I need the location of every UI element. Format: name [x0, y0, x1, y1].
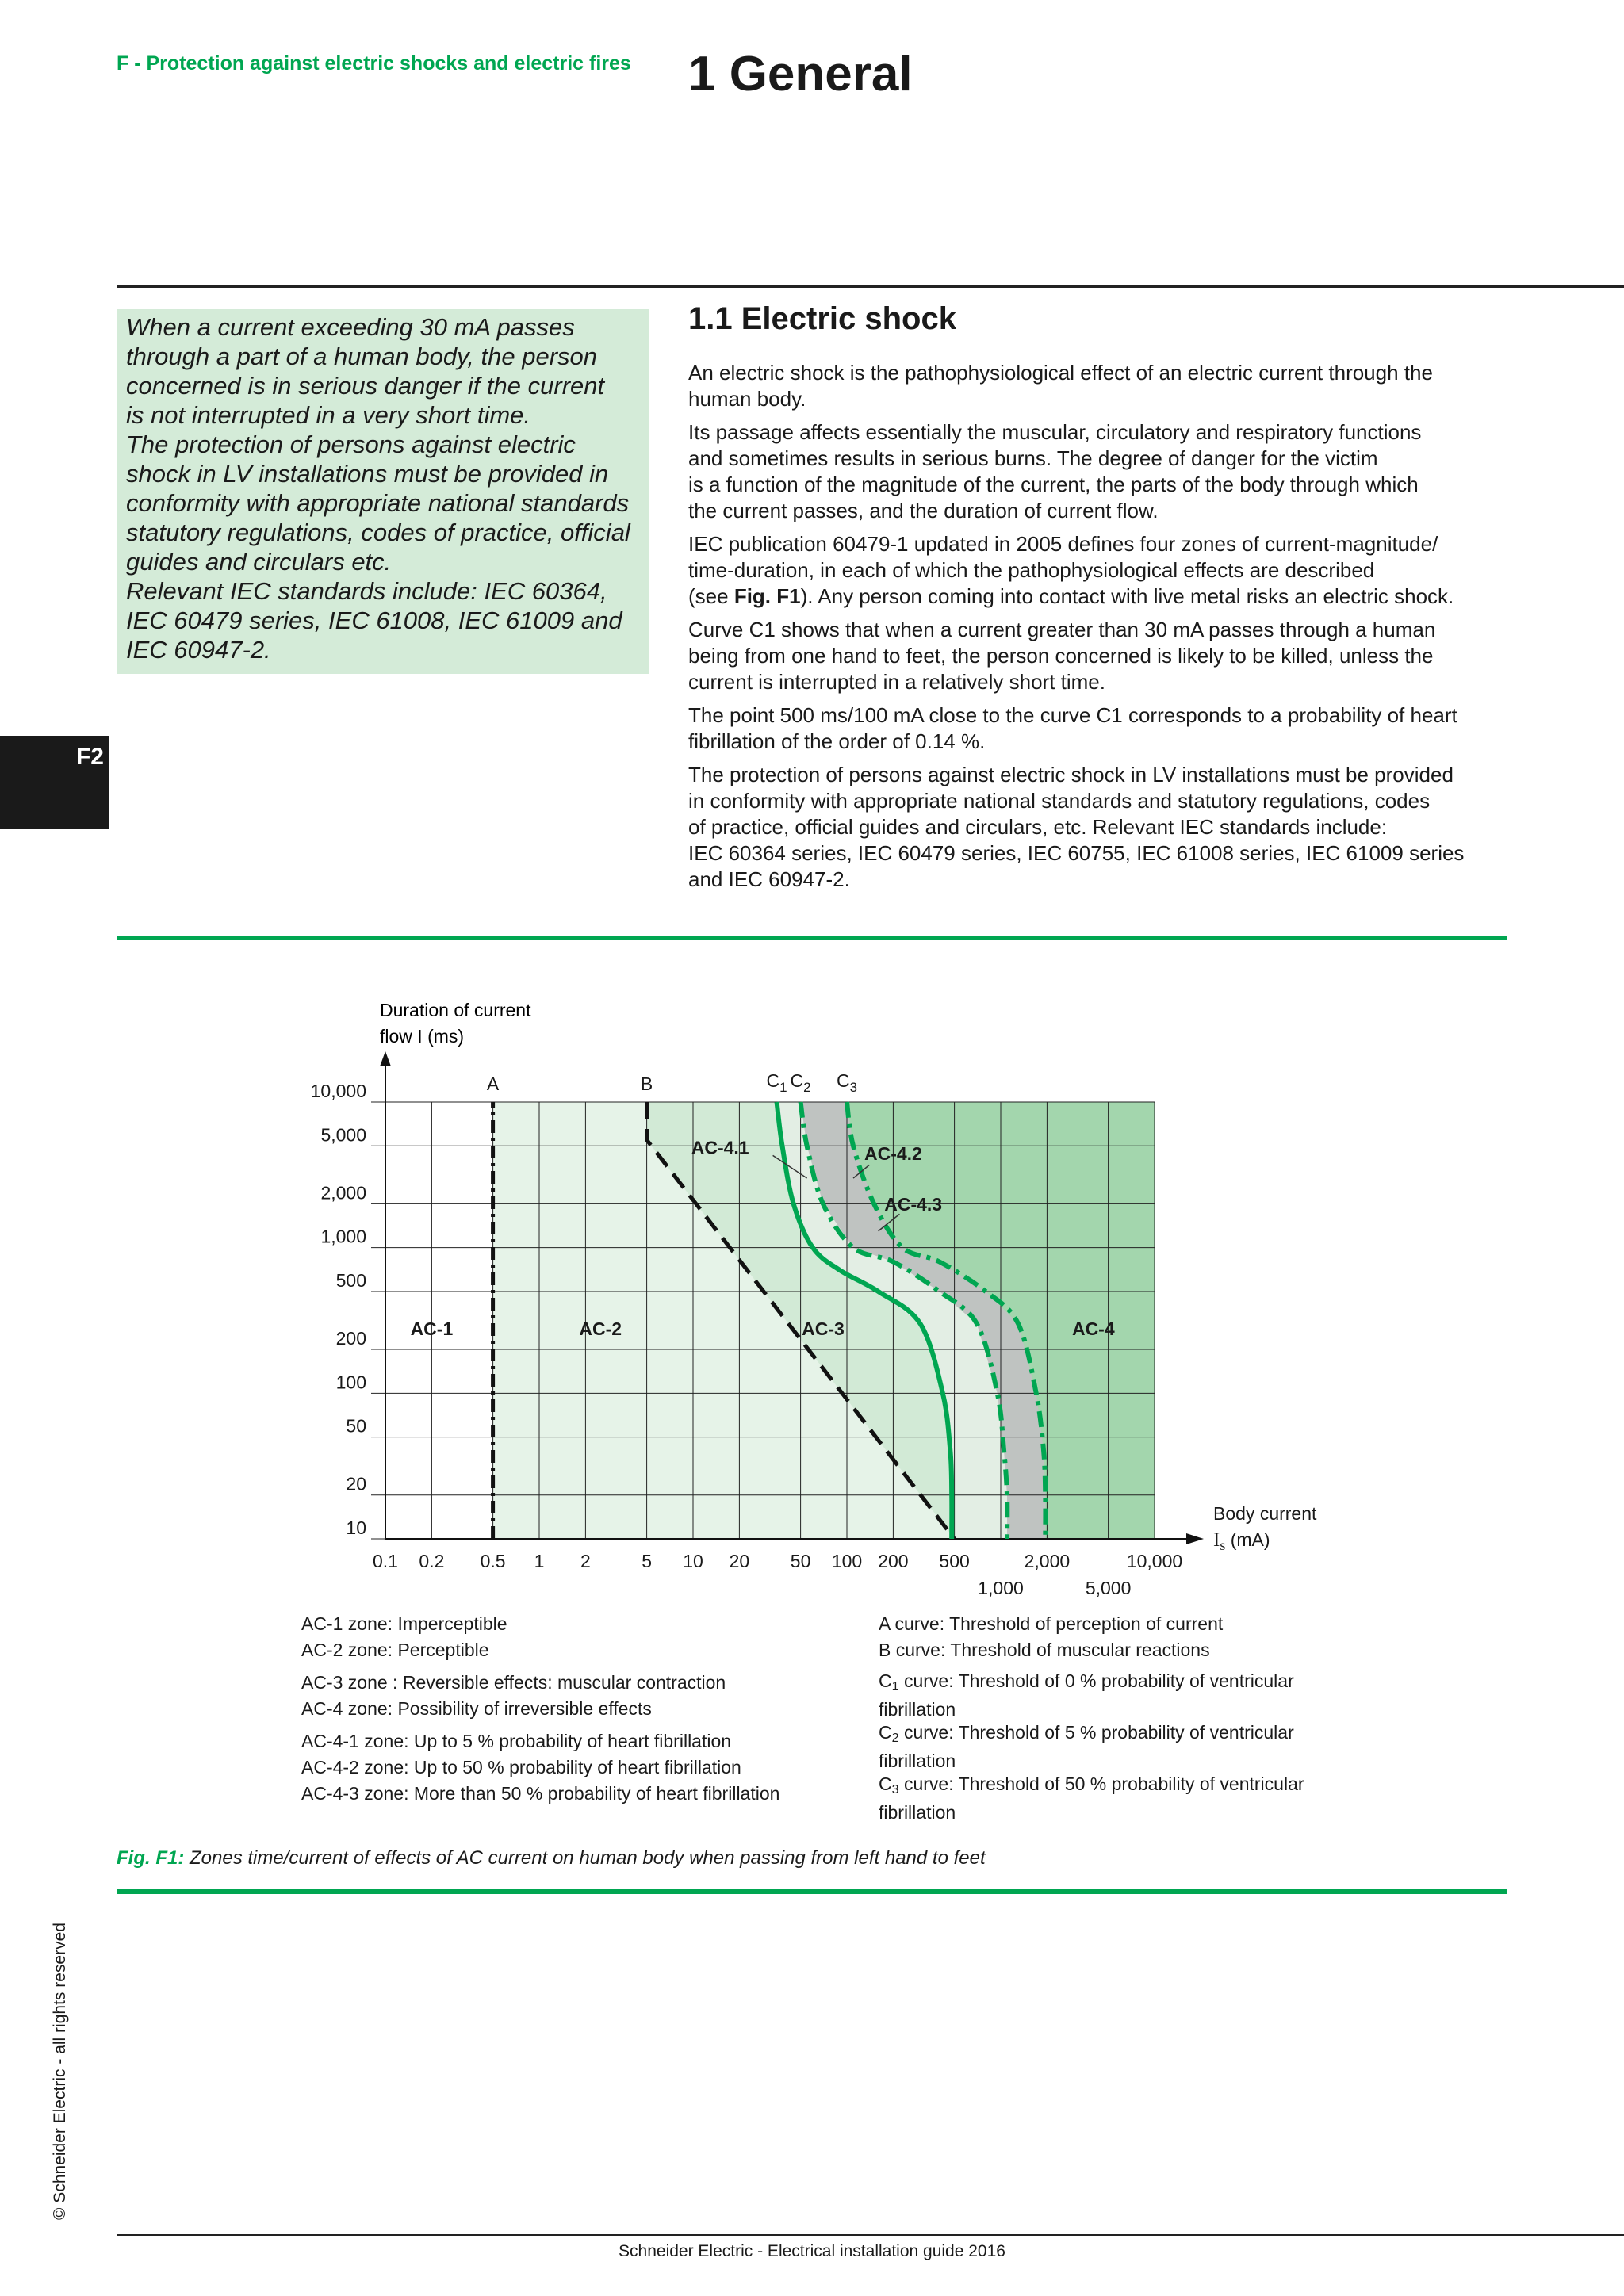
- legend-text: C: [879, 1774, 892, 1794]
- legend-item: B curve: Threshold of muscular reactions: [879, 1640, 1210, 1660]
- text-line: being from one hand to feet, the person concerned is likely to be killed, unless the: [688, 644, 1434, 668]
- paragraph-5: [688, 702, 1513, 755]
- legend-item: AC-1 zone: Imperceptible: [301, 1613, 508, 1634]
- summary-line: When a current exceeding 30 mA passes: [126, 313, 575, 341]
- caption-label: Fig. F1:: [117, 1847, 185, 1869]
- page-tab-label: F2: [75, 744, 104, 770]
- legend-subscript: 3: [891, 1782, 899, 1797]
- section-title: 1.1 Electric shock: [688, 301, 956, 336]
- summary-line: conformity with appropriate national standards: [126, 489, 630, 517]
- text-line: IEC publication 60479-1 updated in 2005 defines four zones of current-magnitude/: [688, 532, 1438, 556]
- legend-text: curve: Threshold of 0 % probability of ventricular: [898, 1670, 1294, 1691]
- x-tick-label: 50: [790, 1551, 811, 1571]
- text-line: human body.: [688, 387, 806, 411]
- legend-subscript: 1: [891, 1679, 899, 1693]
- text-line: current is interrupted in a relatively short time.: [688, 670, 1105, 694]
- paragraph-2: [688, 419, 1513, 524]
- x-axis-label-unit: (mA): [1225, 1529, 1270, 1550]
- text-line: Curve C1 shows that when a current greater than 30 mA passes through a human: [688, 618, 1436, 641]
- y-axis-label-1: Duration of current: [380, 1000, 531, 1020]
- zone-label: AC-4.1: [691, 1137, 749, 1158]
- summary-line: through a part of a human body, the person: [126, 342, 597, 370]
- footer-divider: [117, 2234, 1624, 2236]
- page-footer: Schneider Electric - Electrical installation guide 2016: [619, 2242, 1005, 2260]
- text-fragment: (see: [688, 584, 734, 608]
- legend-item: AC-2 zone: Perceptible: [301, 1640, 489, 1660]
- y-tick-label: 50: [346, 1415, 366, 1437]
- zone-label: AC-3: [802, 1318, 845, 1340]
- legend-text: curve: Threshold of 50 % probability of ventricular: [898, 1774, 1304, 1794]
- paragraph-3: [688, 531, 1513, 610]
- x-axis-label-2: $I_s$ (mA): [1213, 1529, 1270, 1553]
- section-header: F - Protection against electric shocks and electric fires: [117, 52, 631, 75]
- curve-label-c3: $C_3$: [836, 1070, 858, 1095]
- legend-item: AC-4 zone: Possibility of irreversible effects: [301, 1698, 652, 1719]
- y-tick-label: 1,000: [320, 1226, 366, 1247]
- x-tick-label: 1,000: [978, 1578, 1024, 1598]
- curve-label-c2-sub: 2: [803, 1080, 811, 1095]
- legend-left: [301, 1611, 779, 1807]
- summary-line: IEC 60479 series, IEC 61008, IEC 61009 and: [126, 607, 622, 634]
- legend-item-c2: [879, 1721, 1304, 1750]
- legend-item-c3: [879, 1773, 1304, 1801]
- zone-label: AC-4: [1071, 1318, 1115, 1340]
- x-tick-label: 10,000: [1126, 1551, 1183, 1571]
- curve-label-a: A: [486, 1073, 500, 1094]
- x-tick-label: 0.2: [419, 1551, 445, 1571]
- legend-item-c1-cont: fibrillation: [879, 1699, 956, 1720]
- text-line: fibrillation of the order of 0.14 %.: [688, 729, 986, 753]
- x-axis-label-sub: s: [1220, 1537, 1226, 1553]
- zone-label: AC-4.2: [864, 1143, 922, 1165]
- text-line: of practice, official guides and circulars, etc. Relevant IEC standards include:: [688, 815, 1388, 839]
- text-line: The point 500 ms/100 mA close to the curve C1 corresponds to a probability of heart: [688, 703, 1457, 727]
- paragraph-1: [688, 360, 1513, 412]
- summary-line: statutory regulations, codes of practice, official: [126, 519, 630, 546]
- top-divider: [117, 285, 1624, 288]
- x-tick-label: 0.1: [373, 1551, 398, 1571]
- caption-text: Zones time/current of effects of AC current on human body when passing from left hand to feet: [184, 1847, 986, 1869]
- legend-item: AC-4-2 zone: Up to 50 % probability of heart fibrillation: [301, 1757, 741, 1777]
- x-tick-label: 500: [939, 1551, 970, 1571]
- zone-label: AC-4.3: [884, 1193, 943, 1215]
- x-tick-label: 0.5: [480, 1551, 506, 1571]
- legend-item: AC-4-1 zone: Up to 5 % probability of heart fibrillation: [301, 1731, 732, 1751]
- x-tick-label: 2,000: [1024, 1551, 1071, 1571]
- summary-line: The protection of persons against electric: [126, 430, 576, 458]
- summary-line: Relevant IEC standards include: IEC 60364,: [126, 577, 607, 605]
- summary-box: [117, 309, 649, 674]
- figure-reference: Fig. F1: [733, 584, 801, 608]
- summary-text: [126, 309, 638, 664]
- zone-label: AC-1: [410, 1318, 454, 1340]
- legend-text: C: [879, 1722, 892, 1743]
- x-tick-label: 5: [642, 1551, 652, 1571]
- legend-text: C: [879, 1670, 892, 1691]
- text-line: the current passes, and the duration of current flow.: [688, 499, 1159, 522]
- y-axis-label-2: flow I (ms): [380, 1026, 465, 1047]
- legend-item-c2-cont: fibrillation: [879, 1751, 956, 1771]
- x-tick-label: 1: [534, 1551, 545, 1571]
- x-axis-arrow: [1186, 1533, 1204, 1544]
- summary-line: concerned is in serious danger if the current: [126, 372, 605, 400]
- curve-label-c1-sub: 1: [779, 1080, 787, 1095]
- x-tick-label: 2: [580, 1551, 591, 1571]
- text-line: The protection of persons against electric shock in LV installations must be provided: [688, 763, 1454, 786]
- summary-line: IEC 60947-2.: [126, 636, 271, 664]
- y-tick-label: 500: [335, 1269, 366, 1291]
- figure-bottom-rule: [117, 1889, 1507, 1894]
- figure-top-rule: [117, 936, 1507, 940]
- y-tick-label: 20: [346, 1473, 366, 1494]
- y-tick-label: 200: [335, 1328, 366, 1349]
- legend-item-c3-cont: fibrillation: [879, 1802, 956, 1823]
- text-line: Its passage affects essentially the muscular, circulatory and respiratory functions: [688, 420, 1422, 444]
- page-tab: [0, 736, 109, 829]
- legend-text: curve: Threshold of 5 % probability of ventricular: [898, 1722, 1294, 1743]
- text-fragment: ). Any person coming into contact with live metal risks an electric shock.: [800, 584, 1454, 608]
- x-axis-label-1: Body current: [1213, 1503, 1317, 1524]
- body-text: [688, 360, 1513, 900]
- x-tick-label: 200: [878, 1551, 909, 1571]
- text-line: time-duration, in each of which the pathophysiological effects are described: [688, 558, 1375, 582]
- figure-caption: [117, 1847, 986, 1869]
- legend-subscript: 2: [891, 1731, 899, 1745]
- paragraph-4: [688, 617, 1513, 695]
- text-line: IEC 60364 series, IEC 60479 series, IEC 60755, IEC 61008 series, IEC 61009 series: [688, 841, 1465, 865]
- text-line: in conformity with appropriate national standards and statutory regulations, codes: [688, 789, 1431, 813]
- y-axis-arrow: [380, 1051, 391, 1066]
- legend-item-c1: [879, 1670, 1304, 1698]
- curve-label-c3-sub: 3: [849, 1080, 858, 1095]
- y-tick-label: 10: [346, 1517, 366, 1538]
- time-current-chart: [0, 983, 1348, 1617]
- zones-layer: [385, 1102, 1155, 1539]
- summary-line: guides and circulars etc.: [126, 548, 392, 576]
- legend-right: [879, 1611, 1304, 1824]
- y-tick-label: 10,000: [310, 1081, 366, 1101]
- x-tick-label: 5,000: [1085, 1578, 1132, 1598]
- y-tick-label: 5,000: [320, 1124, 366, 1146]
- copyright-note: © Schneider Electric - all rights reserved: [51, 1923, 69, 2220]
- legend-item: A curve: Threshold of perception of current: [879, 1613, 1224, 1634]
- chapter-title: 1 General: [688, 47, 913, 101]
- zone-label: AC-2: [579, 1318, 622, 1340]
- curve-label-b: B: [640, 1073, 653, 1094]
- x-tick-label: 20: [729, 1551, 750, 1571]
- curve-label-c1: $C_1$: [766, 1070, 787, 1095]
- summary-line: shock in LV installations must be provided in: [126, 460, 609, 488]
- summary-line: is not interrupted in a very short time.: [126, 401, 531, 429]
- text-line: and IEC 60947-2.: [688, 867, 850, 891]
- x-tick-label: 10: [683, 1551, 703, 1571]
- legend-item: AC-3 zone : Reversible effects: muscular contraction: [301, 1672, 726, 1693]
- paragraph-6: [688, 762, 1513, 893]
- text-line: An electric shock is the pathophysiological effect of an electric current through the: [688, 361, 1433, 385]
- curve-label-c2: $C_2$: [790, 1070, 811, 1095]
- x-tick-label: 100: [831, 1551, 863, 1571]
- y-tick-label: 100: [335, 1372, 366, 1393]
- y-tick-label: 2,000: [320, 1182, 366, 1203]
- text-line: is a function of the magnitude of the current, the parts of the body through which: [688, 473, 1419, 496]
- text-line: and sometimes results in serious burns. The degree of danger for the victim: [688, 446, 1378, 470]
- text-line: [688, 584, 1513, 610]
- legend-item: AC-4-3 zone: More than 50 % probability of heart fibrillation: [301, 1783, 780, 1804]
